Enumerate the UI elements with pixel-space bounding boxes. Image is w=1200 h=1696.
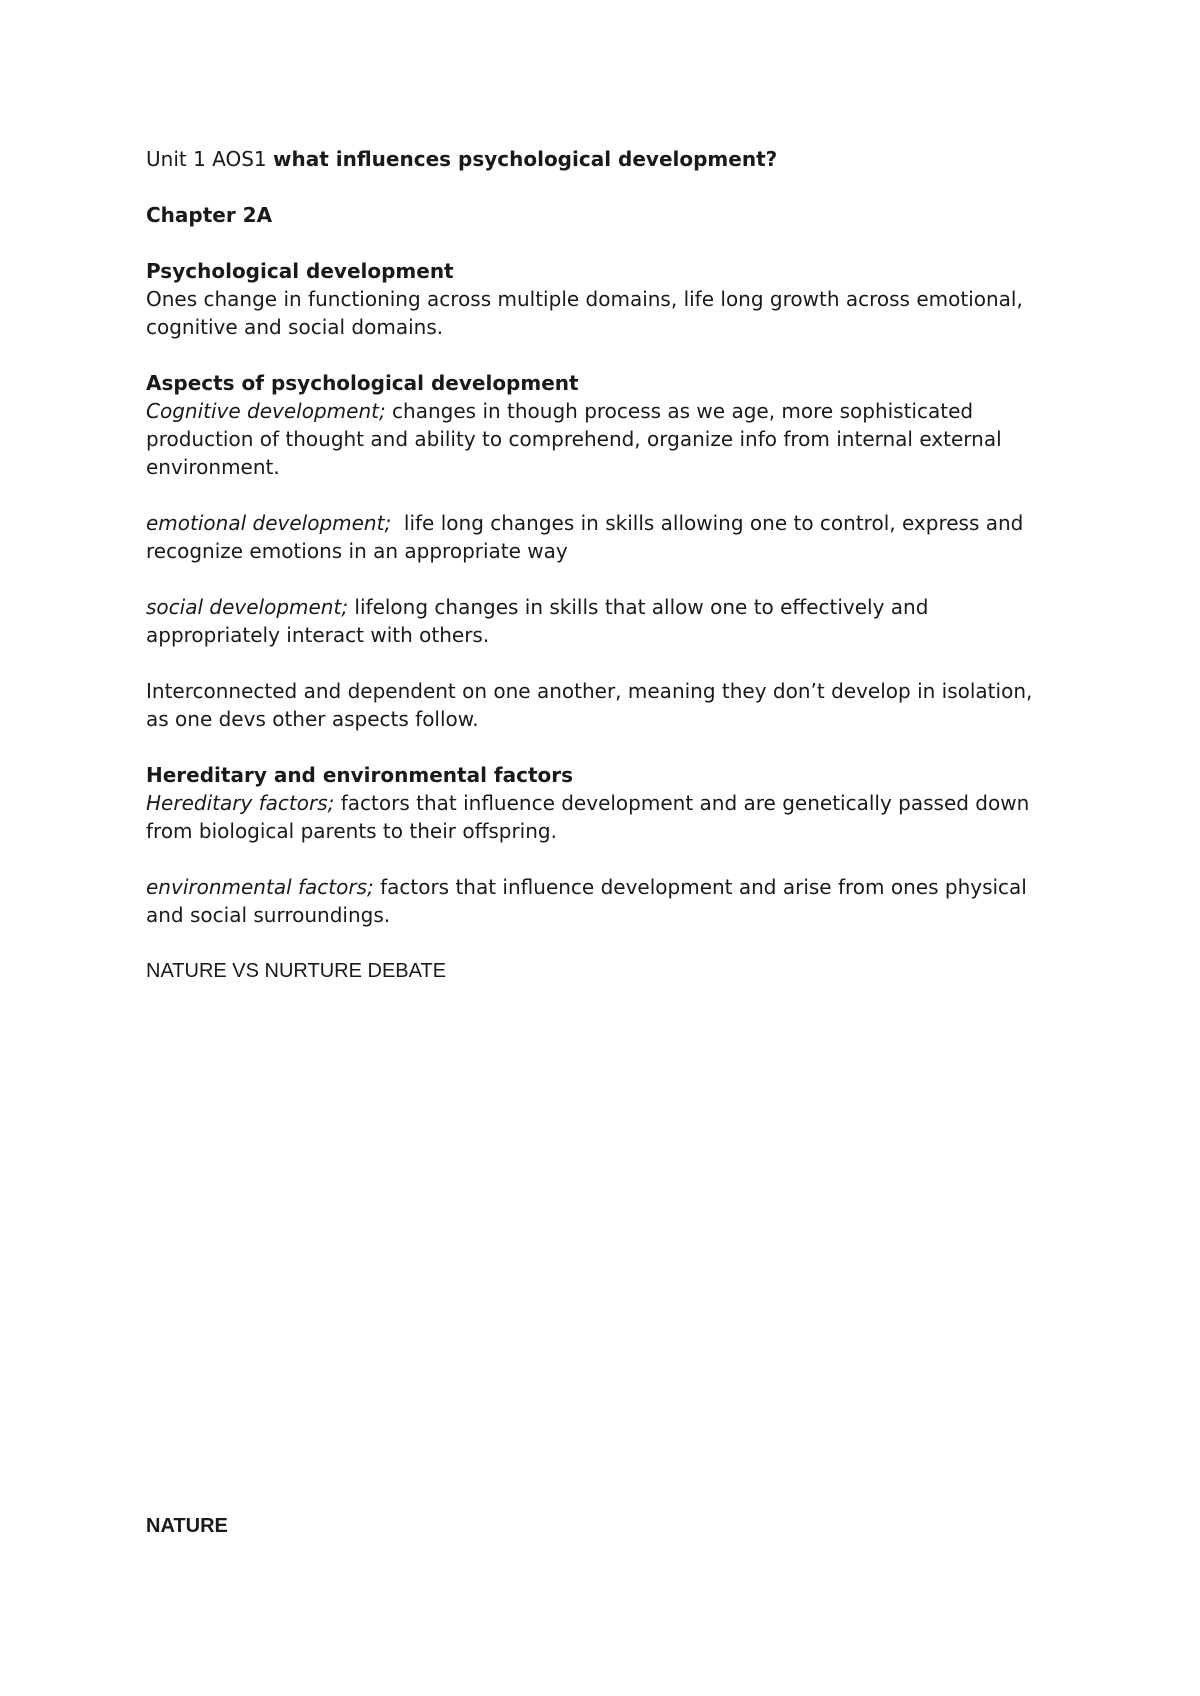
hereditary-term: Hereditary factors; (146, 791, 335, 815)
spacer (146, 845, 1056, 873)
environmental-text: factors that influence development and arise from ones physical and social surroundings. (146, 875, 1027, 927)
emotional-paragraph (146, 509, 1056, 565)
aspects-heading: Aspects of psychological development (146, 371, 579, 395)
document-title (146, 145, 1056, 173)
cognitive-text: changes in though process as we age, more sophisticated production of thought and ability to comprehend, organize info from internal external environment. (146, 399, 1002, 479)
spacer (146, 173, 1056, 201)
social-term: social development; (146, 595, 349, 619)
cognitive-paragraph (146, 397, 1056, 481)
factors-heading: Hereditary and environmental factors (146, 763, 574, 787)
spacer (146, 341, 1056, 369)
interconnected-paragraph: Interconnected and dependent on one another, meaning they don’t develop in isolation, as one devs other aspects follow. (146, 679, 1033, 731)
spacer (146, 733, 1056, 761)
hereditary-text: factors that influence development and are genetically passed down from biological parents to their offspring. (146, 791, 1030, 843)
social-text: lifelong changes in skills that allow one to effectively and appropriately interact with others. (146, 595, 929, 647)
social-paragraph (146, 593, 1056, 649)
environmental-paragraph (146, 873, 1056, 929)
spacer (146, 565, 1056, 593)
psych-dev-definition: Ones change in functioning across multiple domains, life long growth across emotional, cognitive and social domains. (146, 287, 1023, 339)
environmental-term: environmental factors; (146, 875, 374, 899)
spacer (146, 929, 1056, 957)
debate-heading: NATURE VS NURTURE DEBATE (146, 960, 447, 982)
title-question: what influences psychological development? (273, 147, 778, 171)
cognitive-term: Cognitive development; (146, 399, 386, 423)
hereditary-paragraph (146, 789, 1056, 845)
chapter-heading: Chapter 2A (146, 203, 273, 227)
title-prefix: Unit 1 AOS1 (146, 147, 267, 171)
nature-heading: NATURE (146, 1515, 228, 1537)
spacer (146, 649, 1056, 677)
spacer (146, 481, 1056, 509)
emotional-text: life long changes in skills allowing one to control, express and recognize emotions in an appropriate way (146, 511, 1030, 563)
psych-dev-heading: Psychological development (146, 259, 454, 283)
emotional-term: emotional development; (146, 511, 392, 535)
spacer (146, 229, 1056, 257)
document-body (146, 145, 1056, 985)
